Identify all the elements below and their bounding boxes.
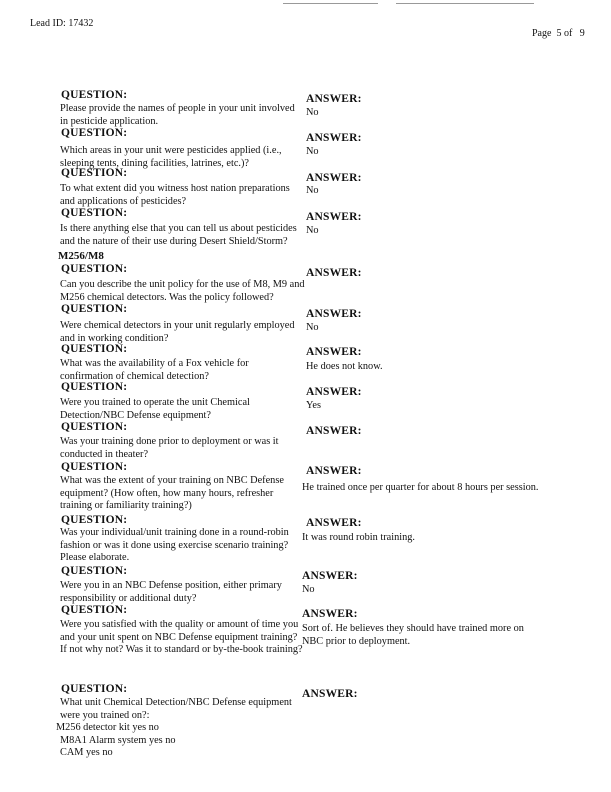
question-heading: QUESTION: (61, 89, 128, 101)
equipment-item-m8a1: M8A1 Alarm system yes no (60, 734, 176, 746)
answer-heading: ANSWER: (306, 425, 362, 437)
question-heading: QUESTION: (61, 604, 128, 616)
answer-heading: ANSWER: (302, 608, 358, 620)
answer-heading: ANSWER: (306, 346, 362, 358)
question-text: Were you satisfied with the quality or amount of time you and your unit spent on NBC Defense equipment training? If not why not? Was it to standard or by-the-book training? (60, 619, 303, 656)
question-heading: QUESTION: (61, 514, 128, 526)
answer-text: It was round robin training. (302, 532, 415, 543)
question-heading: QUESTION: (61, 421, 128, 433)
answer-heading: ANSWER: (306, 308, 362, 320)
answer-text: No (306, 185, 319, 196)
top-rule-right (396, 3, 534, 4)
answer-heading: ANSWER: (306, 211, 362, 223)
top-rule-left (283, 3, 378, 4)
question-heading: QUESTION: (61, 127, 128, 139)
answer-heading: ANSWER: (302, 688, 358, 700)
equipment-item-cam: CAM yes no (60, 747, 113, 759)
question-heading: QUESTION: (61, 683, 128, 695)
answer-heading: ANSWER: (306, 93, 362, 105)
answer-heading: ANSWER: (306, 132, 362, 144)
question-text: Was your individual/unit training done in a round-robin fashion or was it done using exercise scenario training? Please elaborate. (60, 527, 289, 564)
answer-heading: ANSWER: (306, 517, 362, 529)
question-text: What was the extent of your training on NBC Defense equipment? (How often, how many hours, refresher training or familiarity training?) (60, 475, 284, 512)
answer-text: He does not know. (306, 361, 383, 372)
answer-heading: ANSWER: (306, 172, 362, 184)
question-heading: QUESTION: (61, 167, 128, 179)
question-text: What was the availability of a Fox vehicle for confirmation of chemical detection? (60, 358, 249, 382)
section-heading-m256: M256/M8 (58, 250, 104, 262)
equipment-item-m256: M256 detector kit yes no (56, 722, 159, 733)
question-text: Were chemical detectors in your unit regularly employed and in working condition? (60, 320, 295, 344)
answer-text: Sort of. He believes they should have trained more on NBC prior to deployment. (302, 623, 524, 647)
page-number: Page 5 of 9 (532, 28, 585, 39)
question-heading: QUESTION: (61, 461, 128, 473)
answer-text: No (306, 225, 319, 236)
question-text: Were you in an NBC Defense position, either primary responsibility or additional duty? (60, 580, 282, 604)
lead-id: Lead ID: 17432 (30, 18, 94, 29)
question-heading: QUESTION: (61, 565, 128, 577)
equipment-list (56, 722, 296, 760)
question-heading: QUESTION: (61, 381, 128, 393)
question-heading: QUESTION: (61, 263, 128, 275)
answer-text: No (306, 146, 319, 157)
answer-heading: ANSWER: (306, 465, 362, 477)
answer-heading: ANSWER: (306, 267, 362, 279)
question-heading: QUESTION: (61, 343, 128, 355)
answer-text: He trained once per quarter for about 8 hours per session. (302, 482, 539, 493)
question-text: Was your training done prior to deployment or was it conducted in theater? (60, 436, 279, 460)
question-text: Which areas in your unit were pesticides applied (i.e., sleeping tents, dining facilities, latrines, etc.)? (60, 145, 282, 169)
answer-text: No (302, 584, 315, 595)
answer-text: Yes (306, 400, 321, 411)
question-heading: QUESTION: (61, 303, 128, 315)
question-text: Please provide the names of people in your unit involved in pesticide application. (60, 103, 295, 127)
question-text: Were you trained to operate the unit Chemical Detection/NBC Defense equipment? (60, 397, 250, 421)
answer-heading: ANSWER: (302, 570, 358, 582)
question-text: What unit Chemical Detection/NBC Defense equipment were you trained on?: (60, 697, 292, 721)
question-heading: QUESTION: (61, 207, 128, 219)
question-text: To what extent did you witness host nation preparations and applications of pesticides? (60, 183, 290, 207)
answer-heading: ANSWER: (306, 386, 362, 398)
answer-text: No (306, 322, 319, 333)
question-text: Can you describe the unit policy for the use of M8, M9 and M256 chemical detectors. Was the policy followed? (60, 279, 305, 303)
question-text: Is there anything else that you can tell us about pesticides and the nature of their use during Desert Shield/Storm? (60, 223, 297, 247)
answer-text: No (306, 107, 319, 118)
